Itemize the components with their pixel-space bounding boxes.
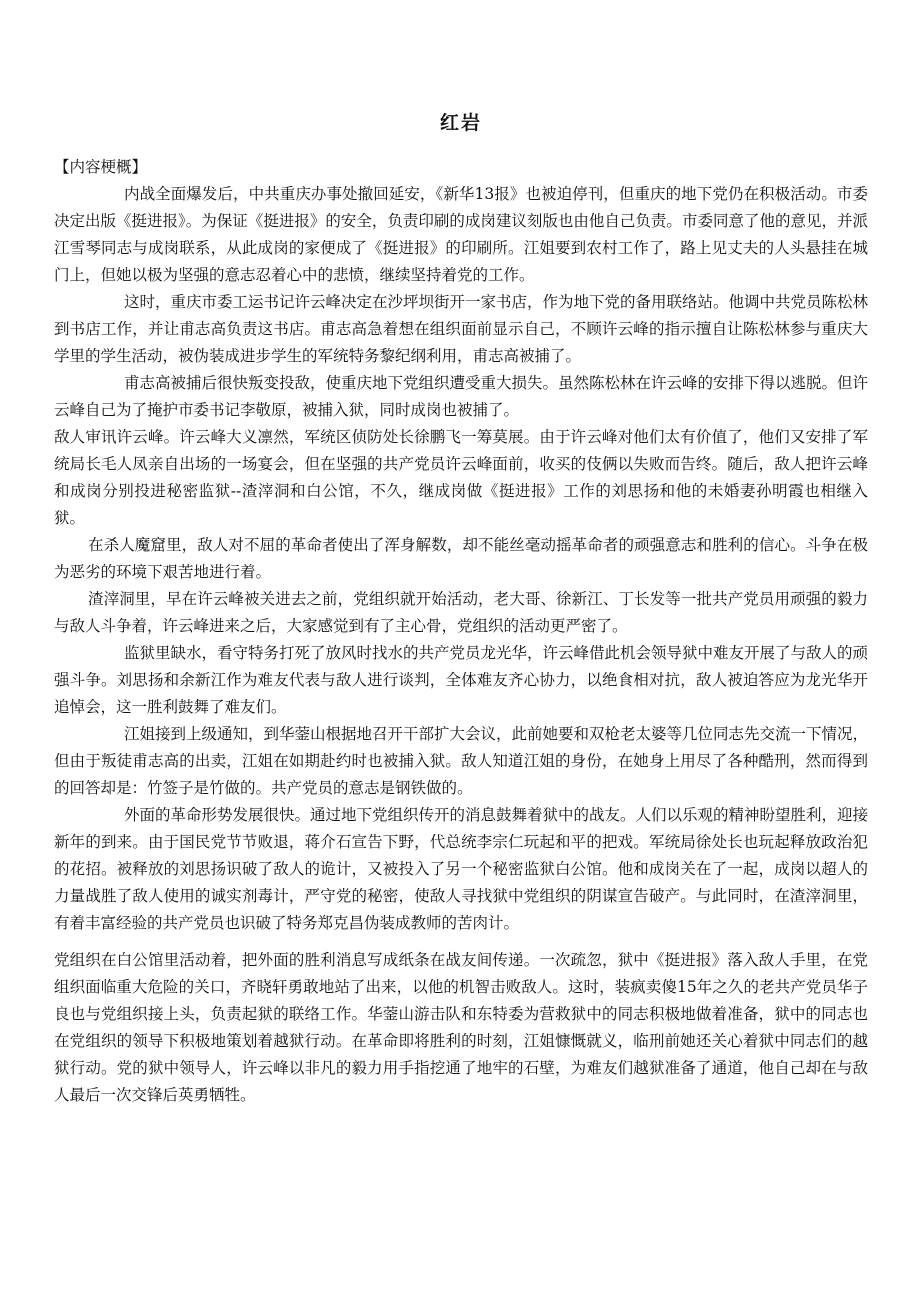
- paragraph: 外面的革命形势发展很快。通过地下党组织传开的消息鼓舞着狱中的战友。人们以乐观的精神盼望胜利，迎接新年的到来。由于国民党节节败退，蒋介石宣告下野，代总统李宗仁玩起和平的把戏。军统局徐处长也玩起释放政治犯的花招。被释放的刘思扬识破了敌人的诡计，又被投入了另一个秘密监狱白公馆。他和成岗关在了一起，成岗以超人的力量战胜了敌人使用的诚实剂毒计，严守党的秘密，使敌人寻找狱中党组织的阴谋宣告破产。与此同时，在渣滓洞里，有着丰富经验的共产党员也识破了特务郑克昌伪装成教师的苦肉计。: [54, 806, 869, 932]
- paragraph: 党组织在白公馆里活动着，把外面的胜利消息写成纸条在战友间传递。一次疏忽，狱中《挺进报》落入敌人手里，在党组织面临重大危险的关口，齐晓轩勇敢地站了出来，以他的机智击败敌人。这时，装疯卖傻15年之久的老共产党员华子良也与党组织接上头，负责起狱的联络工作。华蓥山游击队和东特委为营救狱中的同志积极地做着准备，狱中的同志也在党组织的领导下积极地策划着越狱行动。在革命即将胜利的时刻，江姐慷慨就义，临刑前她还关心着狱中同志们的越狱行动。党的狱中领导人，许云峰以非凡的毅力用手指挖通了地牢的石壁，为难友们越狱准备了通道，他自己却在与敌人最后一次交锋后英勇牺牲。: [54, 951, 868, 1104]
- paragraph: 江姐接到上级通知，到华蓥山根据地召开干部扩大会议，此前她要和双枪老太婆等几位同志先交流一下情况，但由于叛徒甫志高的出卖，江姐在如期赴约时也被捕入狱。敌人知道江姐的身份，在她身上用尽了各种酷刑，然而得到的回答却是：竹签子是竹做的。共产党员的意志是钢铁做的。: [54, 725, 869, 797]
- document-title: 红岩: [439, 112, 482, 134]
- paragraph: 甫志高被捕后很快叛变投敌，使重庆地下党组织遭受重大损失。虽然陈松林在许云峰的安排下得以逃脱。但许云峰自己为了掩护市委书记李敬原，被捕入狱，同时成岗也被捕了。: [54, 374, 869, 419]
- paragraph: 敌人审讯许云峰。许云峰大义凛然，军统区侦防处长徐鹏飞一筹莫展。由于许云峰对他们太有价值了，他们又安排了军统局长毛人凤亲自出场的一场宴会，但在坚强的共产党员许云峰面前，收买的伎俩以失败而告终。随后，敌人把许云峰和成岗分别投进秘密监狱--渣滓洞和白公馆，不久，继成岗做《挺进报》工作的刘思扬和他的未婚妻孙明霞也相继入狱。: [54, 428, 868, 527]
- paragraph: 监狱里缺水，看守特务打死了放风时找水的共产党员龙光华，许云峰借此机会领导狱中难友开展了与敌人的顽强斗争。刘思扬和余新江作为难友代表与敌人进行谈判，全体难友齐心协力，以绝食相对抗，敌人被迫答应为龙光华开追悼会，这一胜利鼓舞了难友们。: [54, 644, 869, 716]
- paragraph: 在杀人魔窟里，敌人对不屈的革命者使出了浑身解数，却不能丝毫动摇革命者的顽强意志和胜利的信心。斗争在极为恶劣的环境下艰苦地进行着。: [54, 536, 868, 581]
- paragraph: 内战全面爆发后，中共重庆办事处撤回延安，《新华13报》也被迫停刊，但重庆的地下党仍在积极活动。市委决定出版《挺进报》。为保证《挺进报》的安全，负责印刷的成岗建议刻版也由他自己负责。市委同意了他的意见，并派江雪琴同志与成岗联系，从此成岗的家便成了《挺进报》的印刷所。江姐要到农村工作了，路上见丈夫的人头悬挂在城门上，但她以极为坚强的意志忍着心中的悲愤，继续坚持着党的工作。: [54, 185, 868, 284]
- section-label: 【内容梗概】: [54, 158, 148, 176]
- paragraph: 这时，重庆市委工运书记许云峰决定在沙坪坝街开一家书店，作为地下党的备用联络站。他调中共党员陈松林到书店工作，并让甫志高负责这书店。甫志高急着想在组织面前显示自己，不顾许云峰的指示擅自让陈松林参与重庆大学里的学生活动，被伪装成进步学生的军统特务黎纪纲利用，甫志高被捕了。: [54, 293, 869, 365]
- document-page: [54, 110, 868, 1109]
- paragraph: 渣滓洞里，早在许云峰被关进去之前，党组织就开始活动，老大哥、徐新江、丁长发等一批共产党员用顽强的毅力与敌人斗争着，许云峰进来之后，大家感觉到有了主心骨，党组织的活动更严密了。: [54, 590, 868, 635]
